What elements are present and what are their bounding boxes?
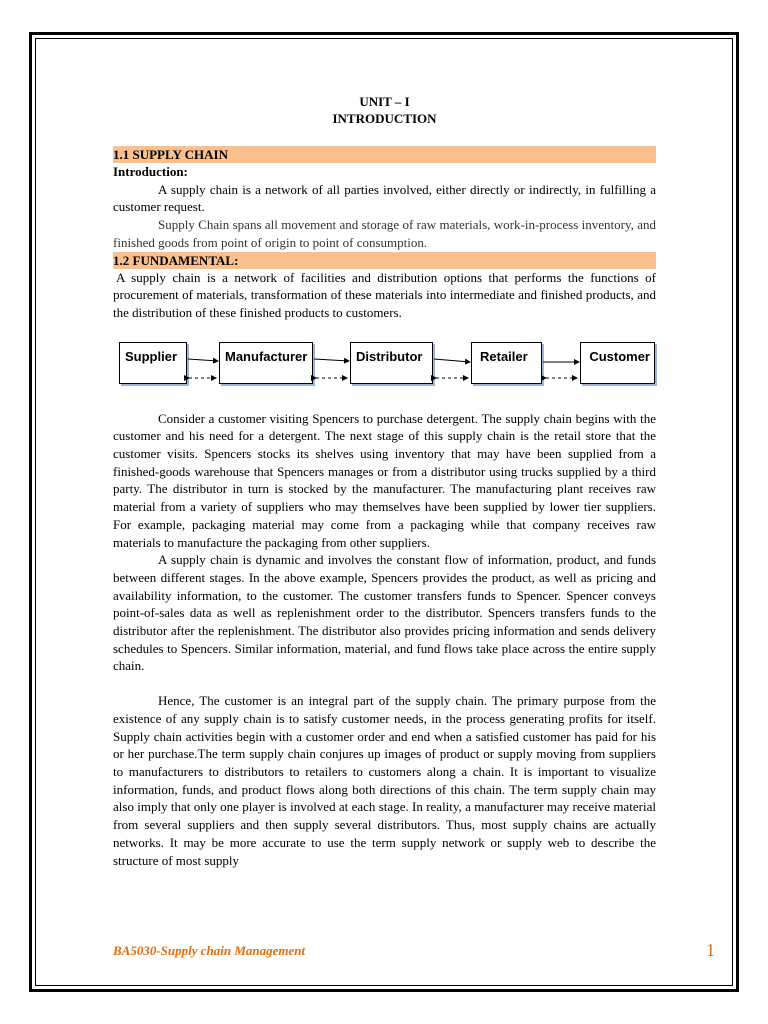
body-paragraph-3: Hence, The customer is an integral part of the supply chain. The primary purpose from the existence of any supply chain is to satisfy customer needs, in the process generating profits for itself. Supply chain activities begin with a customer order and end when a satisfied customer has paid for his or her purchase.The term supply chain conjures up images of product or supply moving from suppliers to manufacturers to distributors to retailers to customers along a chain. It is important to visualize information, funds, and product flows along both directions of this chain. The term supply chain may also imply that only one player is involved at each stage. In reality, a manufacturer may receive material from several suppliers and then supply several distributors. Thus, most supply chains are actually networks. It may be more accurate to use the term supply network or supply web to describe the structure of most supply [113, 693, 656, 868]
diagram-node-customer: Customer [580, 342, 655, 384]
section-heading-supply-chain: 1.1 SUPPLY CHAIN [113, 146, 656, 163]
diagram-node-supplier: Supplier [119, 342, 187, 384]
flow-arrow-3 [434, 359, 470, 362]
flow-arrow-2 [314, 359, 349, 361]
flow-arrow-1 [188, 359, 218, 361]
footer-page-number: 1 [706, 940, 715, 960]
supply-chain-diagram [113, 342, 656, 390]
fundamental-paragraph: A supply chain is a network of facilities and distribution options that performs the functions of procurement of materials, transformation of these materials into intermediate and finished products, and the distribution of these finished products to customers. [113, 269, 656, 320]
introduction-subheading: Introduction: [113, 164, 188, 179]
unit-title: UNIT – I [359, 94, 410, 109]
footer-course-title: BA5030-Supply chain Management [113, 943, 306, 958]
body-paragraph-2: A supply chain is dynamic and involves the constant flow of information, product, and funds between different stages. In the above example, Spencers provides the product, as well as pricing and availability information, to the customer. The customer transfers funds to Spencer. Spencer conveys point-of-sales data as well as replenishment order to the distributor. Spencers transfers funds to the distributor after the replenishment. The distributor also provides pricing information and sends delivery schedules to Spencers. Similar information, material, and fund flows take place across the entire supply chain. [113, 552, 656, 674]
intro-paragraph-2: Supply Chain spans all movement and storage of raw materials, work-in-process inventory, and finished goods from point of origin to point of consumption. [113, 217, 656, 250]
document-body [113, 93, 656, 869]
diagram-node-retailer: Retailer [471, 342, 542, 384]
body-paragraph-1: Consider a customer visiting Spencers to purchase detergent. The supply chain begins with the customer and his need for a detergent. The next stage of this supply chain is the retail store that the customer visits. Spencers stocks its shelves using inventory that may have been supplied from a finished-goods warehouse that Spencers manages or from a distributor using trucks supplied by a third party. The distributor in turn is stocked by the manufacturer. The manufacturing plant receives raw material from a variety of suppliers who may themselves have been supplied by lower tier suppliers. For example, packaging material may come from a packaging while that company receives raw materials to manufacture the packaging from other suppliers. [113, 410, 656, 550]
intro-paragraph-1: A supply chain is a network of all parties involved, either directly or indirectly, in fulfilling a customer request. [113, 181, 656, 215]
page-title: INTRODUCTION [332, 111, 437, 126]
diagram-node-manufacturer: Manufacturer [219, 342, 313, 384]
section-heading-fundamental: 1.2 FUNDAMENTAL: [113, 252, 656, 269]
diagram-node-distributor: Distributor [350, 342, 433, 384]
diagram-arrows [113, 342, 656, 390]
